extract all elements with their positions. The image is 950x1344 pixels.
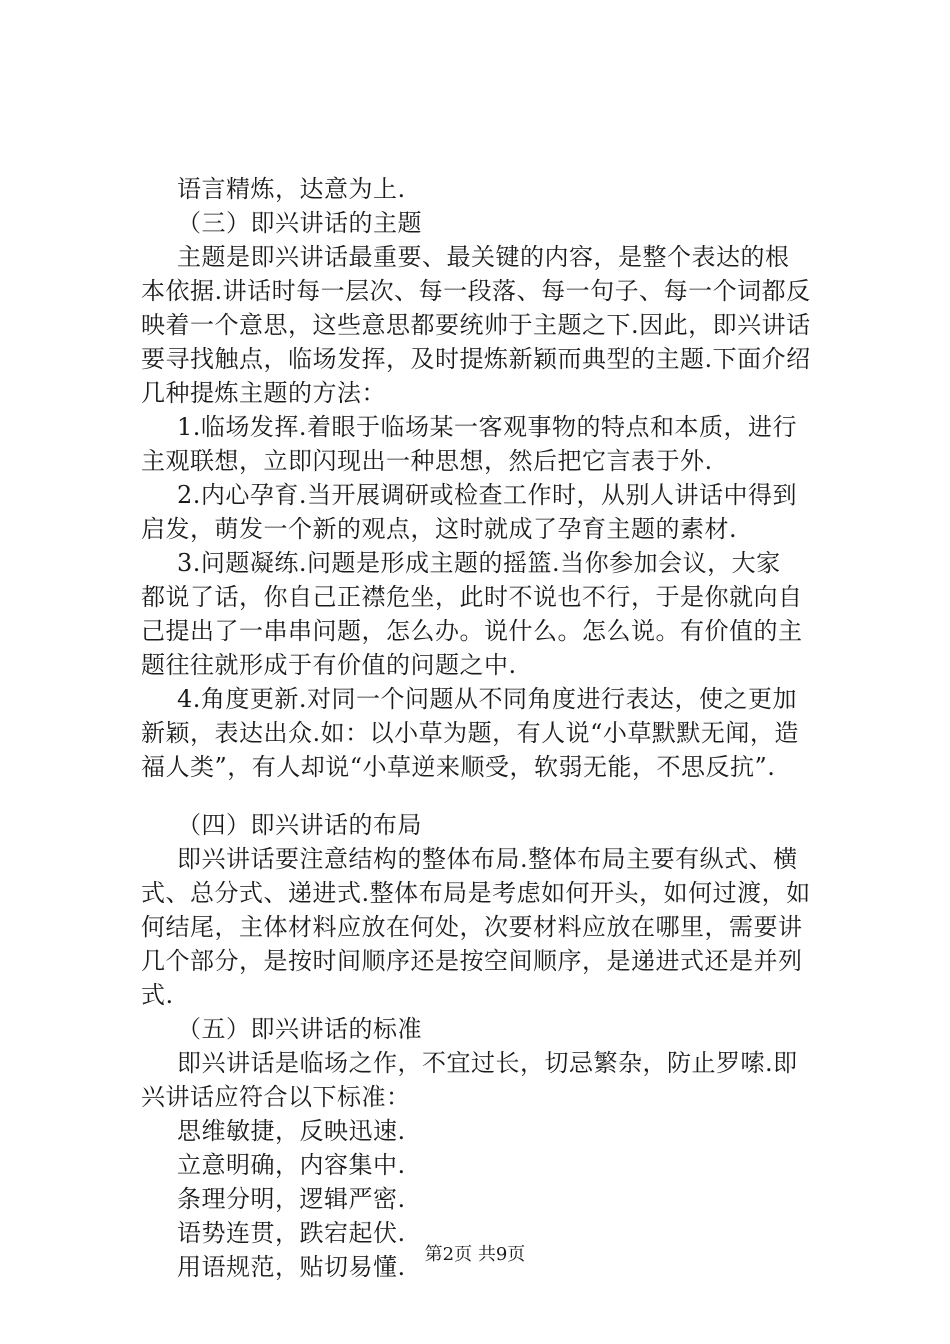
section-heading-5: （五）即兴讲话的标准 bbox=[177, 1015, 422, 1043]
paragraph-line: 本依据.讲话时每一层次、每一段落、每一句子、每一个词都反 bbox=[141, 277, 811, 305]
paragraph-line: 几种提炼主题的方法： bbox=[141, 379, 386, 407]
paragraph-gap bbox=[141, 784, 841, 808]
paragraph-line: 己提出了一串串问题，怎么办。说什么。怎么说。有价值的主 bbox=[141, 617, 803, 645]
paragraph-line: 主观联想，立即闪现出一种思想，然后把它言表于外. bbox=[141, 447, 713, 475]
list-item-2: 2.内心孕育.当开展调研或检查工作时，从别人讲话中得到 bbox=[177, 481, 798, 509]
section-heading-3: （三）即兴讲话的主题 bbox=[177, 209, 422, 237]
paragraph-line: 即兴讲话是临场之作，不宜过长，切忌繁杂，防止罗嗦.即 bbox=[177, 1049, 798, 1077]
paragraph-line: 都说了话，你自己正襟危坐，此时不说也不行，于是你就向自 bbox=[141, 583, 803, 611]
paragraph-line: 式、总分式、递进式.整体布局是考虑如何开头，如何过渡，如 bbox=[141, 879, 811, 907]
list-item-3: 3.问题凝练.问题是形成主题的摇篮.当你参加会议，大家 bbox=[177, 549, 781, 577]
list-item-1: 1.临场发挥.着眼于临场某一客观事物的特点和本质，进行 bbox=[177, 413, 798, 441]
standard-item: 用语规范，贴切易懂. bbox=[177, 1253, 406, 1281]
paragraph-line: 语言精炼，达意为上. bbox=[177, 175, 406, 203]
paragraph-line: 何结尾，主体材料应放在何处，次要材料应放在哪里，需要讲 bbox=[141, 913, 803, 941]
standard-item: 立意明确，内容集中. bbox=[177, 1151, 406, 1179]
list-item-4: 4.角度更新.对同一个问题从不同角度进行表达，使之更加 bbox=[177, 685, 798, 713]
paragraph-line: 新颖，表达出众.如：以小草为题，有人说“小草默默无闻，造 bbox=[141, 719, 799, 747]
paragraph-line: 即兴讲话要注意结构的整体布局.整体布局主要有纵式、横 bbox=[177, 845, 798, 873]
body-text bbox=[141, 172, 841, 1284]
standard-item: 条理分明，逻辑严密. bbox=[177, 1185, 406, 1213]
paragraph-line: 题往往就形成于有价值的问题之中. bbox=[141, 651, 517, 679]
paragraph-line: 启发，萌发一个新的观点，这时就成了孕育主题的素材. bbox=[141, 515, 738, 543]
paragraph-line: 式. bbox=[141, 981, 174, 1009]
standard-item: 思维敏捷，反映迅速. bbox=[177, 1117, 406, 1145]
paragraph-line: 映着一个意思，这些意思都要统帅于主题之下.因此，即兴讲话 bbox=[141, 311, 811, 339]
paragraph-line: 要寻找触点，临场发挥，及时提炼新颖而典型的主题.下面介绍 bbox=[141, 345, 811, 373]
paragraph-line: 主题是即兴讲话最重要、最关键的内容，是整个表达的根 bbox=[177, 243, 790, 271]
paragraph-line: 兴讲话应符合以下标准： bbox=[141, 1083, 411, 1111]
page-footer: 第2页 共9页 bbox=[424, 1244, 526, 1265]
paragraph-line: 几个部分，是按时间顺序还是按空间顺序，是递进式还是并列 bbox=[141, 947, 803, 975]
paragraph-line: 福人类”，有人却说“小草逆来顺受，软弱无能，不思反抗”. bbox=[141, 753, 776, 781]
section-heading-4: （四）即兴讲话的布局 bbox=[177, 811, 422, 839]
standard-item: 语势连贯，跌宕起伏. bbox=[177, 1219, 406, 1247]
